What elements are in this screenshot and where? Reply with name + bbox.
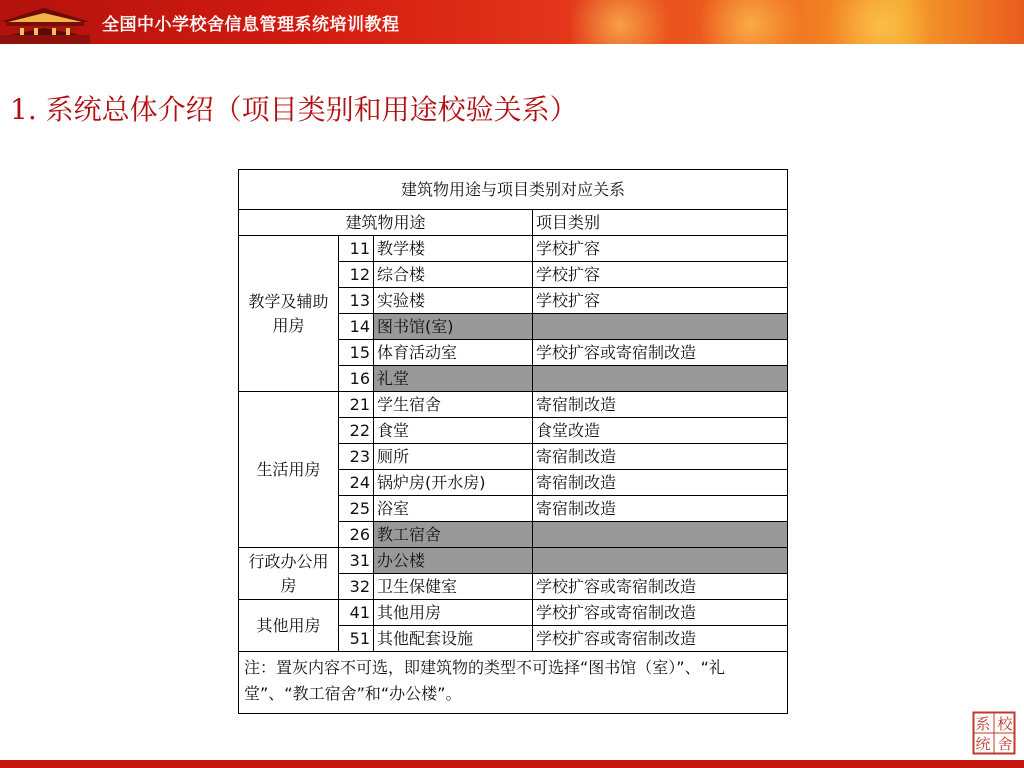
footer-bar (0, 760, 1024, 768)
seal-char: 统 (975, 735, 991, 753)
usage-code-cell: 31 (339, 548, 374, 574)
usage-name-cell: 其他用房 (374, 600, 533, 626)
usage-code-cell: 23 (339, 444, 374, 470)
category-cell (533, 522, 788, 548)
category-cell: 寄宿制改造 (533, 392, 788, 418)
usage-code-cell: 25 (339, 496, 374, 522)
category-cell: 寄宿制改造 (533, 470, 788, 496)
usage-name-cell: 锅炉房(开水房) (374, 470, 533, 496)
usage-name-cell: 卫生保健室 (374, 574, 533, 600)
usage-code-cell: 14 (339, 314, 374, 340)
usage-name-cell: 浴室 (374, 496, 533, 522)
header-title: 全国中小学校舍信息管理系统培训教程 (102, 15, 400, 35)
category-cell (533, 366, 788, 392)
seal-char: 系 (975, 715, 991, 733)
table-row (239, 548, 788, 574)
category-cell (533, 548, 788, 574)
table-note: 注：置灰内容不可选，即建筑物的类型不可选择“图书馆（室）”、“礼堂”、“教工宿舍”和“办公楼”。 (239, 652, 788, 714)
category-cell: 学校扩容 (533, 288, 788, 314)
usage-code-cell: 15 (339, 340, 374, 366)
category-cell: 学校扩容或寄宿制改造 (533, 600, 788, 626)
usage-code-cell: 11 (339, 236, 374, 262)
usage-name-cell: 教工宿舍 (374, 522, 533, 548)
usage-name-cell: 学生宿舍 (374, 392, 533, 418)
group-cell: 生活用房 (239, 392, 339, 548)
usage-code-cell: 21 (339, 392, 374, 418)
usage-name-cell: 办公楼 (374, 548, 533, 574)
usage-name-cell: 实验楼 (374, 288, 533, 314)
tiananmen-gate-icon (0, 0, 90, 44)
usage-code-cell: 26 (339, 522, 374, 548)
category-cell: 学校扩容或寄宿制改造 (533, 574, 788, 600)
usage-name-cell: 教学楼 (374, 236, 533, 262)
usage-code-cell: 16 (339, 366, 374, 392)
category-cell: 寄宿制改造 (533, 444, 788, 470)
usage-code-cell: 12 (339, 262, 374, 288)
usage-name-cell: 厕所 (374, 444, 533, 470)
usage-name-cell: 其他配套设施 (374, 626, 533, 652)
table-row (239, 600, 788, 626)
usage-name-cell: 综合楼 (374, 262, 533, 288)
usage-code-cell: 51 (339, 626, 374, 652)
banner-glow (690, 0, 810, 44)
usage-code-cell: 32 (339, 574, 374, 600)
group-cell: 行政办公用房 (239, 548, 339, 600)
group-cell: 教学及辅助用房 (239, 236, 339, 392)
category-cell: 学校扩容 (533, 262, 788, 288)
usage-code-cell: 22 (339, 418, 374, 444)
header-banner (0, 0, 1024, 44)
column-header-category: 项目类别 (533, 210, 788, 236)
section-title: 1. 系统总体介绍（项目类别和用途校验关系） (10, 93, 578, 126)
usage-code-cell: 41 (339, 600, 374, 626)
category-cell: 学校扩容或寄宿制改造 (533, 340, 788, 366)
category-cell: 寄宿制改造 (533, 496, 788, 522)
table-row (239, 236, 788, 262)
column-header-usage: 建筑物用途 (239, 210, 533, 236)
category-cell: 学校扩容 (533, 236, 788, 262)
usage-name-cell: 礼堂 (374, 366, 533, 392)
usage-code-cell: 13 (339, 288, 374, 314)
table-row (239, 392, 788, 418)
usage-category-table (238, 169, 788, 714)
banner-glow (560, 0, 680, 44)
usage-name-cell: 图书馆(室) (374, 314, 533, 340)
seal-char: 校 (997, 715, 1013, 733)
usage-name-cell: 食堂 (374, 418, 533, 444)
usage-name-cell: 体育活动室 (374, 340, 533, 366)
table-title: 建筑物用途与项目类别对应关系 (239, 170, 788, 210)
category-cell (533, 314, 788, 340)
group-cell: 其他用房 (239, 600, 339, 652)
usage-code-cell: 24 (339, 470, 374, 496)
category-cell: 食堂改造 (533, 418, 788, 444)
banner-glow (820, 0, 940, 44)
category-cell: 学校扩容或寄宿制改造 (533, 626, 788, 652)
seal-char: 舍 (997, 735, 1013, 753)
school-seal-logo (972, 711, 1016, 755)
